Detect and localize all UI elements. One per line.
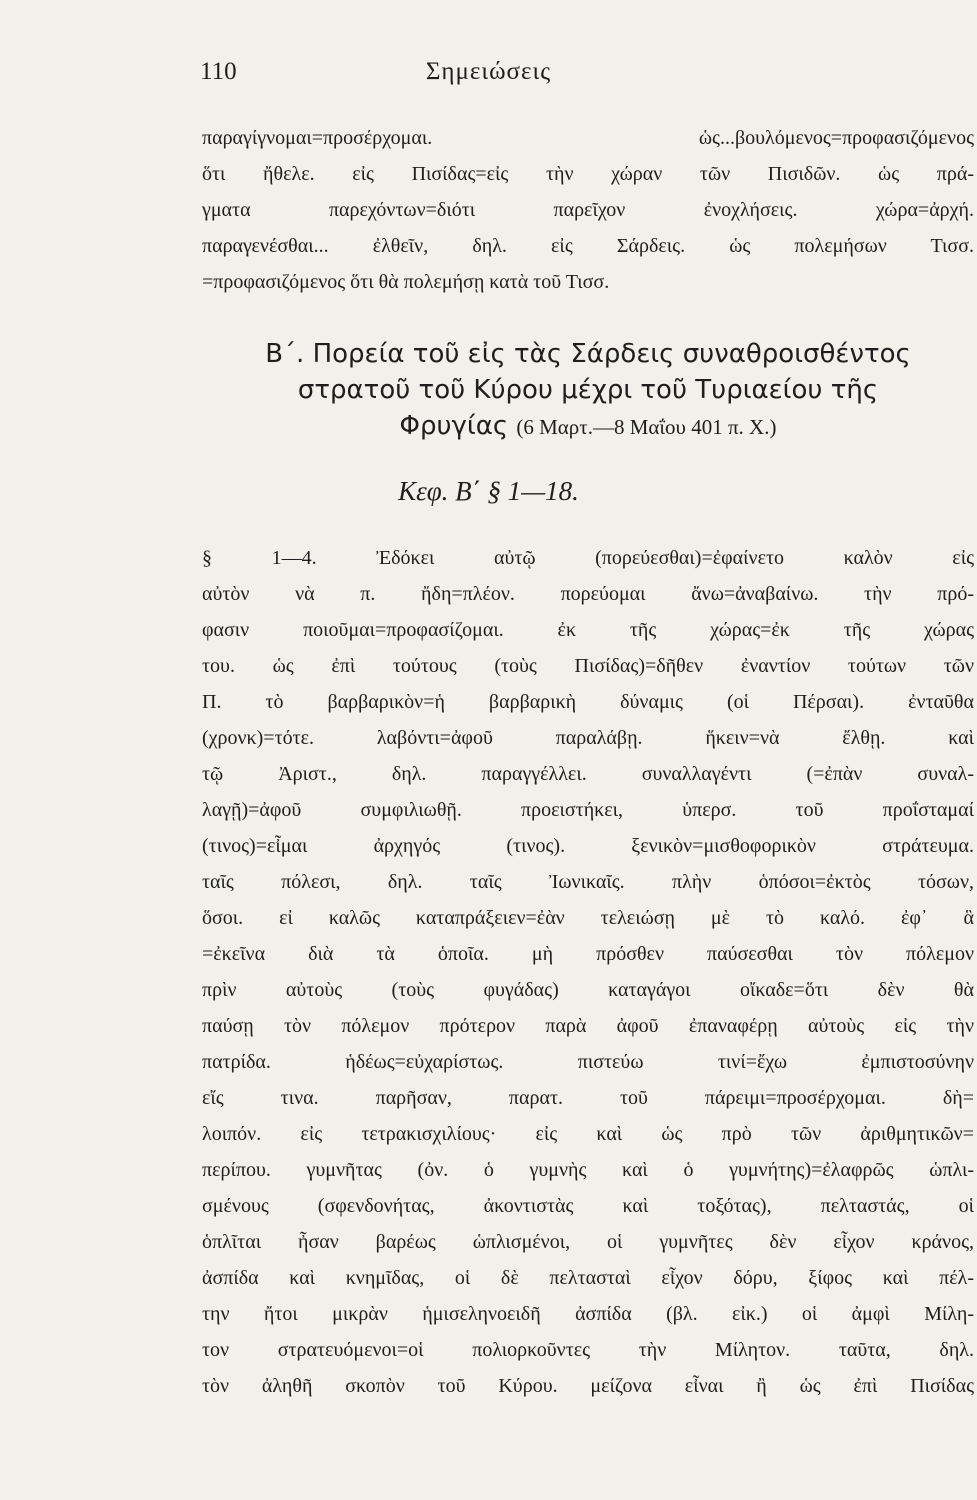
text-line: τῷ Ἀριστ., δηλ. παραγγέλλει. συναλλαγέντι (=ἐπὰν συναλ- — [202, 763, 974, 785]
section-heading — [202, 336, 974, 444]
text-line: του. ὡς ἐπὶ τούτους (τοὺς Πισίδας)=δῆθεν ἐναντίον τούτων τῶν — [202, 655, 974, 677]
commentary-notes — [202, 540, 974, 1404]
text-line: περίπου. γυμνῆτας (ὀν. ὁ γυμνὴς καὶ ὁ γυμνήτης)=ἐλαφρῶς ὡπλι- — [202, 1159, 974, 1181]
text-line: λοιπόν. εἰς τετρακισχιλίους· εἰς καὶ ὡς πρὸ τῶν ἀριθμητικῶν= — [202, 1123, 974, 1145]
text-line: παραγενέσθαι... ἐλθεῖν, δηλ. εἰς Σάρδεις. ὡς πολεμήσων Τισσ. — [202, 235, 974, 257]
text-line: (χρονκ)=τότε. λαβόντι=ἀφοῦ παραλάβῃ. ἥκειν=νὰ ἔλθῃ. καὶ — [202, 727, 974, 749]
text-line: λαγῇ)=ἀφοῦ συμφιλιωθῇ. προειστήκει, ὑπερσ. τοῦ προΐσταμαί — [202, 799, 974, 821]
page-number: 110 — [200, 58, 237, 85]
text-line: πρὶν αὐτοὺς (τοὺς φυγάδας) καταγάγοι οἴκαδε=ὅτι δὲν θὰ — [202, 979, 974, 1001]
section-heading-line — [202, 408, 974, 444]
text-line: εἴς τινα. παρῆσαν, παρατ. τοῦ πάρειμι=προσέρχομαι. δὴ= — [202, 1087, 974, 1109]
section-heading-line: Β΄. Πορεία τοῦ εἰς τὰς Σάρδεις συναθροισθέντος — [265, 339, 911, 369]
text-line: παύσῃ τὸν πόλεμον πρότερον παρὰ ἀφοῦ ἐπαναφέρῃ αὐτοὺς εἰς τὴν — [202, 1015, 974, 1037]
text-line: (τινος)=εἶμαι ἀρχηγός (τινος). ξενικὸν=μισθοφορικὸν στράτευμα. — [202, 835, 974, 857]
text-line: =ἐκεῖνα διὰ τὰ ὁποῖα. μὴ πρόσθεν παύσεσθαι τὸν πόλεμον — [202, 943, 974, 965]
text-line: πατρίδα. ἡδέως=εὐχαρίστως. πιστεύω τινί=ἔχω ἐμπιστοσύνην — [202, 1051, 974, 1073]
text-line: Π. τὸ βαρβαρικὸν=ἡ βαρβαρικὴ δύναμις (οἱ Πέρσαι). ἐνταῦθα — [202, 691, 974, 713]
text-line: § 1—4. Ἐδόκει αὐτῷ (πορεύεσθαι)=ἐφαίνετο καλὸν εἰς — [202, 547, 974, 569]
text-line: αὐτὸν νὰ π. ἤδη=πλέον. πορεύομαι ἄνω=ἀναβαίνω. τὴν πρό- — [202, 583, 974, 605]
intro-notes — [202, 120, 974, 300]
text-line: φασιν ποιοῦμαι=προφασίζομαι. ἐκ τῆς χώρας=ἐκ τῆς χώρας — [202, 619, 974, 641]
text-line: την ἤτοι μικρὰν ἡμισεληνοειδῆ ἀσπίδα (βλ. εἰκ.) οἱ ἀμφὶ Μίλη- — [202, 1303, 974, 1325]
text-line: ταῖς πόλεσι, δηλ. ταῖς Ἰωνικαῖς. πλὴν ὁπόσοι=ἐκτὸς τόσων, — [202, 871, 974, 893]
section-heading-dates: (6 Μαρτ.—8 Μαΐου 401 π. Χ.) — [516, 415, 777, 439]
section-heading-line: στρατοῦ τοῦ Κύρου μέχρι τοῦ Τυριαείου τῆς — [297, 375, 879, 405]
text-line: τον στρατευόμενοι=οἱ πολιορκοῦντες τὴν Μίλητον. ταῦτα, δηλ. — [202, 1339, 974, 1361]
chapter-reference: Κεφ. Β΄ § 1—18. — [398, 476, 579, 506]
text-line: γματα παρεχόντων=διότι παρεῖχον ἐνοχλήσεις. χώρα=ἀρχή. — [202, 199, 974, 221]
text-line: ὅτι ἤθελε. εἰς Πισίδας=εἰς τὴν χώραν τῶν Πισιδῶν. ὡς πρά- — [202, 163, 974, 185]
text-line: ἀσπίδα καὶ κνημῖδας, οἱ δὲ πελτασταὶ εἶχον δόρυ, ξίφος καὶ πέλ- — [202, 1267, 974, 1289]
text-line: ὅσοι. εἰ καλῶς καταπράξειεν=ἐὰν τελειώσῃ μὲ τὸ καλό. ἐφ᾽ ἃ — [202, 907, 974, 929]
text-line: σμένους (σφενδονήτας, ἀκοντιστὰς καὶ τοξότας), πελταστάς, οἱ — [202, 1195, 974, 1217]
text-line: παραγίγνομαι=προσέρχομαι. ὡς...βουλόμενος=προφασιζόμενος — [202, 127, 974, 149]
text-line: τὸν ἀληθῆ σκοπὸν τοῦ Κύρου. μείζονα εἶναι ἢ ὡς ἐπὶ Πισίδας — [202, 1375, 974, 1397]
text-line: ὁπλῖται ἦσαν βαρέως ὡπλισμένοι, οἱ γυμνῆτες δὲν εἶχον κράνος, — [202, 1231, 974, 1253]
section-heading-region: Φρυγίας — [399, 411, 509, 441]
running-title: Σημειώσεις — [425, 58, 552, 85]
text-line: =προφασιζόμενος ὅτι θὰ πολεμήσῃ κατὰ τοῦ Τισσ. — [202, 271, 610, 293]
